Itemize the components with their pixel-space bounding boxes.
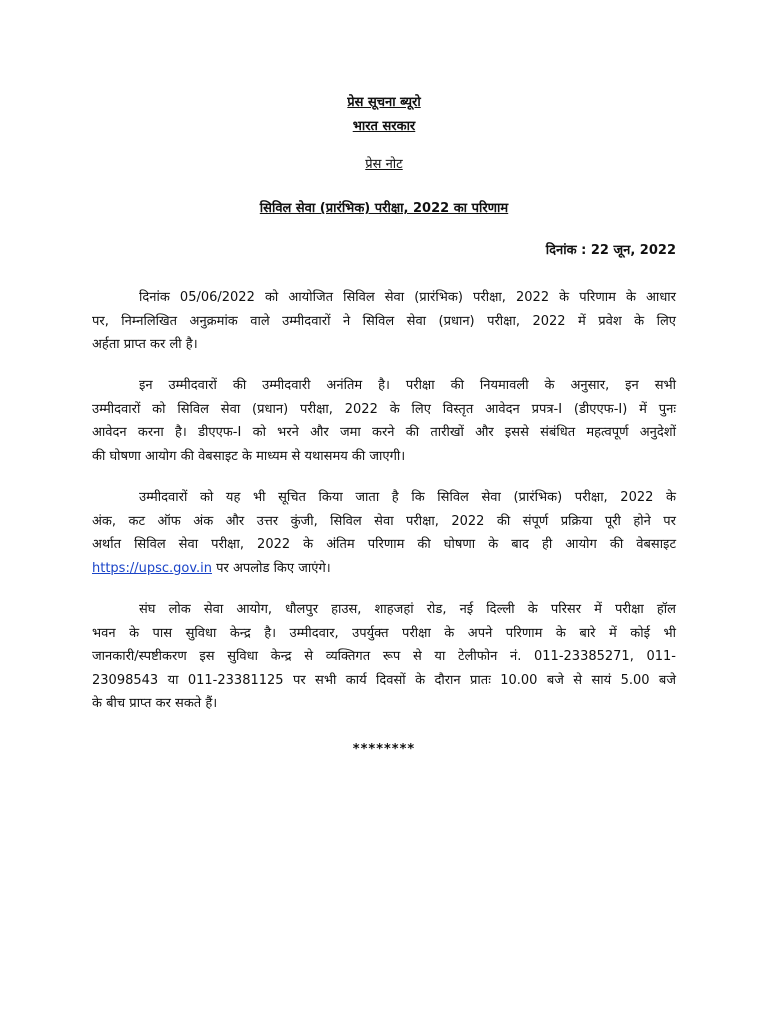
paragraph-line: के बीच प्राप्त कर सकते हैं। <box>92 696 218 711</box>
paragraph-line: भवन के पास सुविधा केन्द्र है। उम्मीदवार, उपर्युक्त परीक्षा के अपने परिणाम के बारे में कोई भी <box>92 625 676 641</box>
press-note-title: प्रेस नोट <box>365 157 403 172</box>
paragraph-line: जानकारी/स्पष्टीकरण इस सुविधा केन्द्र से व्यक्तिगत रूप से या टेलीफोन नं. 011-23385271, 011- <box>92 649 676 664</box>
paragraph-line: उम्मीदवारों को यह भी सूचित किया जाता है कि सिविल सेवा (प्रारंभिक) परीक्षा, 2022 के <box>139 490 676 505</box>
link-tail-text: पर अपलोड किए जाएंगे। <box>212 560 331 576</box>
paragraph-line: इन उम्मीदवारों की उम्मीदवारी अनंतिम है। परीक्षा की नियमावली के अनुसार, इन सभी <box>139 378 676 393</box>
release-date: दिनांक : 22 जून, 2022 <box>545 243 676 258</box>
paragraph-3 <box>92 486 676 580</box>
paragraph-2 <box>92 374 676 468</box>
paragraph-line: अर्थात सिविल सेवा परीक्षा, 2022 के अंतिम परिणाम की घोषणा के बाद ही आयोग की वेबसाइट <box>92 537 676 552</box>
bureau-heading: प्रेस सूचना ब्यूरो <box>347 95 421 110</box>
upsc-website-link[interactable]: https://upsc.gov.in <box>92 560 213 576</box>
paragraph-line: 23098543 या 011-23381125 पर सभी कार्य दिवसों के दौरान प्रातः 10.00 बजे से सायं 5.00 बजे <box>92 672 676 688</box>
paragraph-line: अंक, कट ऑफ अंक और उत्तर कुंजी, सिविल सेवा परीक्षा, 2022 की संपूर्ण प्रक्रिया पूरी होने पर <box>92 513 676 529</box>
paragraph-line: की घोषणा आयोग की वेबसाइट के माध्यम से यथासमय की जाएगी। <box>92 448 406 464</box>
subject-heading: सिविल सेवा (प्रारंभिक) परीक्षा, 2022 का परिणाम <box>259 201 509 216</box>
paragraph-line: संघ लोक सेवा आयोग, धौलपुर हाउस, शाहजहां रोड, नई दिल्ली के परिसर में परीक्षा हॉल <box>139 602 676 617</box>
end-mark: ******** <box>352 742 416 757</box>
paragraph-line: आवेदन करना है। डीएएफ-I को भरने और जमा करने की तारीखों और इससे संबंधित महत्वपूर्ण अनुदेशों <box>92 425 676 440</box>
paragraph-4 <box>92 598 676 716</box>
government-heading: भारत सरकार <box>352 119 416 134</box>
paragraph-line: अर्हता प्राप्त कर ली है। <box>92 337 198 352</box>
paragraph-line <box>92 557 676 581</box>
paragraph-line: उम्मीदवारों को सिविल सेवा (प्रधान) परीक्षा, 2022 के लिए विस्तृत आवेदन प्रपत्र-I (डीएएफ-I) में पुनः <box>92 401 676 417</box>
paragraph-line: दिनांक 05/06/2022 को आयोजित सिविल सेवा (प्रारंभिक) परीक्षा, 2022 के परिणाम के आधार <box>139 290 676 305</box>
paragraph-line: पर, निम्नलिखित अनुक्रमांक वाले उम्मीदवारों ने सिविल सेवा (प्रधान) परीक्षा, 2022 में प्रवेश के लिए <box>92 313 676 329</box>
paragraph-1 <box>92 286 676 357</box>
